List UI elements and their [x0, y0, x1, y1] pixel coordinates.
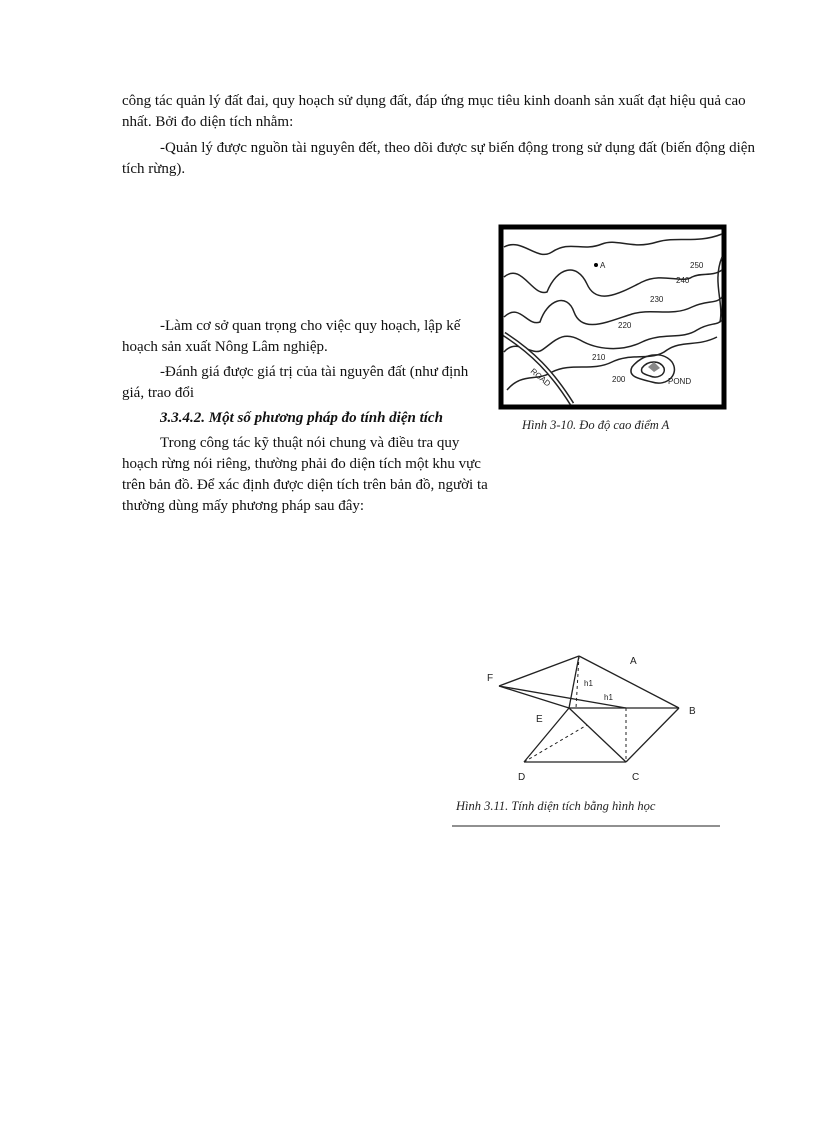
- point-a-marker: [594, 263, 598, 267]
- paragraph-resource-management: -Quản lý được nguồn tài nguyên đết, theo dõi được sự biến động trong sử dụng đất (biến động diện tích rừng).: [122, 140, 755, 177]
- contour-label-210: 210: [592, 353, 606, 362]
- vertex-a-label: A: [630, 656, 637, 667]
- contour-label-200: 200: [612, 375, 626, 384]
- figure-geometric-area: [452, 650, 720, 830]
- figure1-caption: Hình 3-10. Đo độ cao điểm A: [522, 418, 670, 432]
- figure-contour-map: [492, 222, 732, 442]
- paragraph-intro: công tác quản lý đất đai, quy hoạch sử dụng đất, đáp ứng mục tiêu kinh doanh sản xuất đạt hiệu quả cao nhất. Bởi đo diện tích nhằm:: [122, 93, 746, 130]
- contour-label-240: 240: [676, 276, 690, 285]
- vertex-f-label: F: [487, 673, 494, 684]
- paragraph-land-valuation: -Đánh giá được giá trị của tài nguyên đất (như định giá, trao đổi: [122, 364, 469, 401]
- paragraph-methods-intro: Trong công tác kỹ thuật nói chung và điều tra quy hoạch rừng nói riêng, thường phải đo diện tích một khu vực trên bản đồ. Để xác định được diện tích trên bản đồ, người ta thường dùng mấy phương pháp sau đây:: [122, 435, 488, 514]
- pond-label: POND: [668, 377, 692, 386]
- height-label-1: h1: [584, 679, 593, 688]
- point-a-label: A: [600, 261, 606, 270]
- paragraph-planning-basis: -Làm cơ sở quan trọng cho việc quy hoạch, lập kế hoạch sản xuất Nông Lâm nghiệp.: [122, 318, 461, 355]
- vertex-c-label: C: [632, 772, 640, 783]
- figure2-caption: Hình 3.11. Tính diện tích bằng hình học: [456, 799, 656, 813]
- vertex-e-label: E: [536, 714, 543, 725]
- section-heading: 3.3.4.2. Một số phương pháp đo tính diện tích: [160, 410, 443, 426]
- contour-label-230: 230: [650, 295, 664, 304]
- vertex-d-label: D: [518, 772, 526, 783]
- vertex-b-label: B: [689, 706, 696, 717]
- contour-label-250: 250: [690, 261, 704, 270]
- contour-label-220: 220: [618, 321, 632, 330]
- road-label: ROAD: [528, 366, 553, 389]
- height-label-2: h1: [604, 693, 613, 702]
